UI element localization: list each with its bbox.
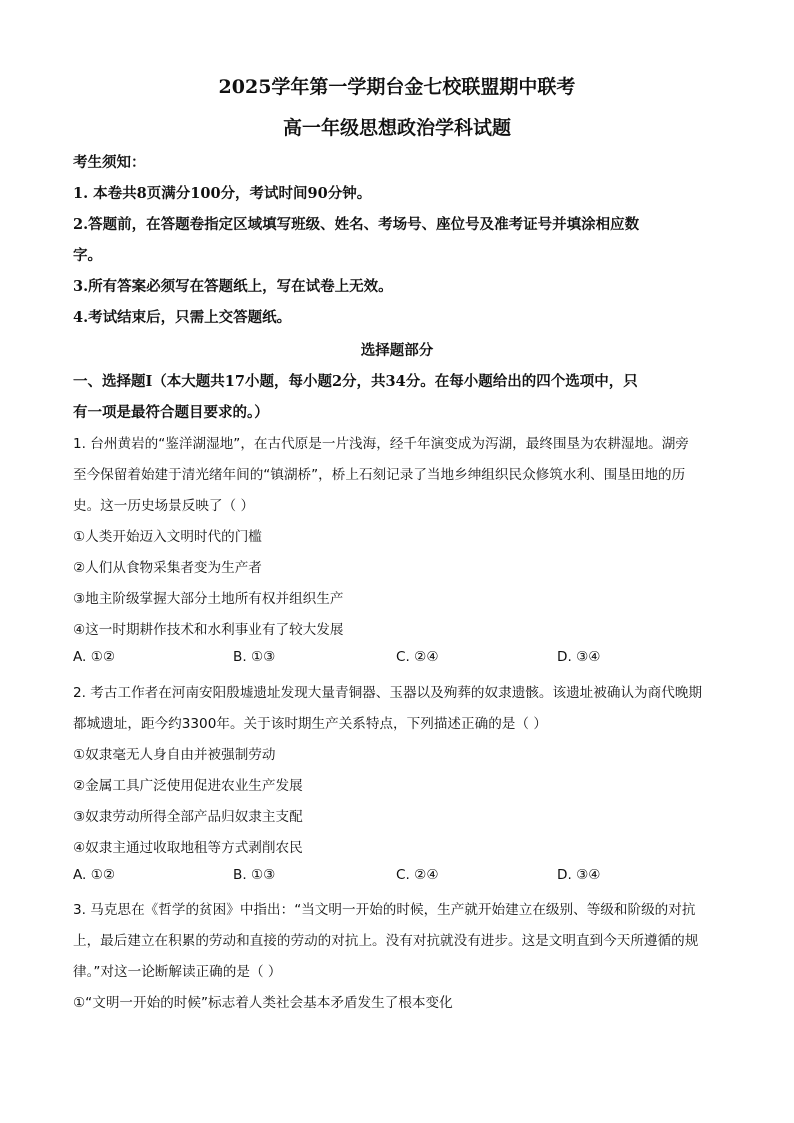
option-c[interactable]: C. ②④ bbox=[396, 649, 439, 665]
option-b[interactable]: B. ①③ bbox=[233, 867, 276, 883]
question-stem-line: 至今保留着始建于清光绪年间的“镇湖桥”，桥上石刻记录了当地乡绅组织民众修筑水利、围垦田地的历 bbox=[73, 467, 686, 483]
option-a[interactable]: A. ①② bbox=[73, 867, 116, 883]
option-d[interactable]: D. ③④ bbox=[557, 649, 601, 665]
notice-item: 字。 bbox=[73, 247, 102, 264]
notice-item: 4.考试结束后，只需上交答题纸。 bbox=[73, 309, 292, 326]
option-b[interactable]: B. ①③ bbox=[233, 649, 276, 665]
question-stem-line: 律。”对这一论断解读正确的是（ ） bbox=[73, 964, 282, 980]
notice-item: 2.答题前，在答题卷指定区域填写班级、姓名、考场号、座位号及准考证号并填涂相应数 bbox=[73, 216, 640, 233]
exam-subtitle: 高一年级思想政治学科试题 bbox=[282, 117, 511, 139]
question-stem-line: 都城遗址，距今约3300年。关于该时期生产关系特点，下列描述正确的是（ ） bbox=[73, 716, 547, 732]
question-stem-line: 上，最后建立在积累的劳动和直接的劳动的对抗上。没有对抗就没有进步。这是文明直到今天所遵循的规 bbox=[73, 933, 699, 949]
notice-heading: 考生须知： bbox=[73, 154, 146, 171]
section-instruction: 有一项是最符合题目要求的。） bbox=[73, 404, 269, 421]
question-stem-line: 史。这一历史场景反映了（ ） bbox=[73, 498, 255, 514]
notice-item: 1. 本卷共8页满分100分，考试时间90分钟。 bbox=[73, 185, 372, 202]
question-stem-line: 3. 马克思在《哲学的贫困》中指出：“当文明一开始的时候，生产就开始建立在级别、等级和阶级的对抗 bbox=[73, 902, 696, 918]
statement: ④奴隶主通过收取地租等方式剥削农民 bbox=[73, 840, 303, 856]
statement: ②人们从食物采集者变为生产者 bbox=[73, 560, 262, 576]
option-c[interactable]: C. ②④ bbox=[396, 867, 439, 883]
statement: ④这一时期耕作技术和水利事业有了较大发展 bbox=[73, 622, 344, 638]
exam-title: 2025学年第一学期台金七校联盟期中联考 bbox=[218, 76, 576, 98]
option-d[interactable]: D. ③④ bbox=[557, 867, 601, 883]
notice-item: 3.所有答案必须写在答题纸上，写在试卷上无效。 bbox=[73, 278, 393, 295]
question-stem-line: 1. 台州黄岩的“鉴洋湖湿地”，在古代原是一片浅海，经千年演变成为泻湖，最终围垦为农耕湿地。湖旁 bbox=[73, 436, 689, 452]
section-name: 选择题部分 bbox=[360, 342, 434, 359]
statement: ①“文明一开始的时候”标志着人类社会基本矛盾发生了根本变化 bbox=[73, 995, 453, 1011]
option-a[interactable]: A. ①② bbox=[73, 649, 116, 665]
section-instruction: 一、选择题Ⅰ（本大题共17小题，每小题2分，共34分。在每小题给出的四个选项中，只 bbox=[73, 373, 638, 390]
statement: ③奴隶劳动所得全部产品归奴隶主支配 bbox=[73, 809, 303, 825]
question-stem-line: 2. 考古工作者在河南安阳殷墟遗址发现大量青铜器、玉器以及殉葬的奴隶遗骸。该遗址被确认为商代晚期 bbox=[73, 685, 703, 701]
statement: ③地主阶级掌握大部分土地所有权并组织生产 bbox=[73, 591, 344, 607]
statement: ②金属工具广泛使用促进农业生产发展 bbox=[73, 778, 303, 794]
statement: ①奴隶毫无人身自由并被强制劳动 bbox=[73, 747, 276, 763]
statement: ①人类开始迈入文明时代的门槛 bbox=[73, 529, 262, 545]
